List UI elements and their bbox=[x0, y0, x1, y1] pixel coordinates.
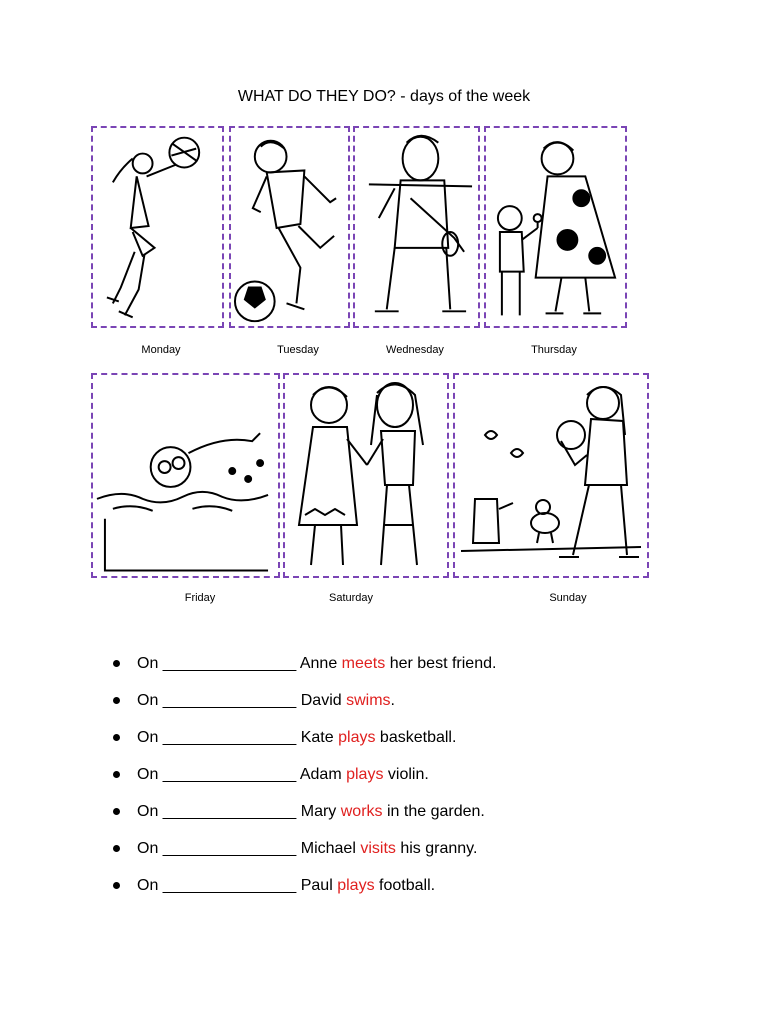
sentence-name: Adam bbox=[299, 766, 342, 783]
sentence-rest: his granny. bbox=[400, 840, 478, 857]
violin-player-icon bbox=[355, 128, 478, 326]
sentence-name: David bbox=[300, 692, 342, 709]
day-label: Sunday bbox=[549, 592, 587, 604]
list-item bbox=[113, 726, 496, 763]
picture-frame-sunday bbox=[453, 373, 649, 578]
sentence-rest: football. bbox=[379, 877, 436, 894]
football-player-icon bbox=[231, 128, 348, 326]
sentence-prefix: On bbox=[137, 766, 159, 783]
answer-blank[interactable]: _______________ bbox=[162, 877, 297, 894]
picture-frame-thursday bbox=[484, 126, 627, 328]
sentence-name: Anne bbox=[299, 655, 338, 672]
bullet-icon bbox=[113, 697, 120, 704]
bullet-icon bbox=[113, 771, 120, 778]
day-label: Thursday bbox=[531, 344, 577, 356]
day-label: Saturday bbox=[328, 592, 374, 604]
picture-frame-monday bbox=[91, 126, 224, 328]
friends-meeting-icon bbox=[285, 375, 447, 576]
list-item bbox=[113, 652, 496, 689]
sentence-rest: violin. bbox=[387, 766, 429, 783]
answer-blank[interactable]: _______________ bbox=[162, 766, 297, 783]
answer-blank[interactable]: _______________ bbox=[162, 692, 297, 709]
sentence-rest: in the garden. bbox=[386, 803, 485, 820]
answer-blank[interactable]: _______________ bbox=[162, 840, 297, 857]
sentence-rest: . bbox=[390, 692, 395, 709]
sentence-prefix: On bbox=[137, 803, 159, 820]
sentence-verb: plays bbox=[338, 729, 376, 746]
gardening-girl-icon bbox=[455, 375, 647, 576]
bullet-icon bbox=[113, 845, 120, 852]
sentence-rest: basketball. bbox=[379, 729, 457, 746]
basketball-player-icon bbox=[93, 128, 222, 326]
picture-frame-wednesday bbox=[353, 126, 480, 328]
sentence-name: Paul bbox=[300, 877, 333, 894]
sentence-rest: her best friend. bbox=[389, 655, 497, 672]
list-item bbox=[113, 874, 496, 911]
page-title: WHAT DO THEY DO? - days of the week bbox=[237, 88, 531, 105]
sentence-verb: plays bbox=[346, 766, 384, 783]
sentence-verb: visits bbox=[360, 840, 396, 857]
sentence-prefix: On bbox=[137, 840, 159, 857]
sentence-verb: swims bbox=[346, 692, 391, 709]
sentence-prefix: On bbox=[137, 655, 159, 672]
picture-frame-tuesday bbox=[229, 126, 350, 328]
day-label: Wednesday bbox=[386, 344, 444, 356]
bullet-icon bbox=[113, 734, 120, 741]
boy-visiting-granny-icon bbox=[486, 128, 625, 326]
list-item bbox=[113, 689, 496, 726]
swimmer-icon bbox=[93, 375, 278, 576]
day-label: Tuesday bbox=[277, 344, 319, 356]
day-label: Monday bbox=[141, 344, 181, 356]
picture-frame-friday bbox=[91, 373, 280, 578]
sentence-name: Kate bbox=[300, 729, 334, 746]
sentence-prefix: On bbox=[137, 877, 159, 894]
picture-frame-saturday bbox=[283, 373, 449, 578]
answer-blank[interactable]: _______________ bbox=[162, 803, 297, 820]
bullet-icon bbox=[113, 808, 120, 815]
answer-blank[interactable]: _______________ bbox=[162, 655, 297, 672]
sentence-prefix: On bbox=[137, 729, 159, 746]
list-item bbox=[113, 837, 496, 874]
list-item bbox=[113, 800, 496, 837]
sentence-name: Michael bbox=[300, 840, 356, 857]
bullet-icon bbox=[113, 882, 120, 889]
sentence-verb: works bbox=[340, 803, 383, 820]
bullet-icon bbox=[113, 660, 120, 667]
list-item bbox=[113, 763, 496, 800]
sentence-prefix: On bbox=[137, 692, 159, 709]
sentence-list bbox=[113, 652, 496, 911]
sentence-verb: plays bbox=[337, 877, 375, 894]
sentence-name: Mary bbox=[300, 803, 337, 820]
day-label: Friday bbox=[184, 592, 216, 604]
sentence-verb: meets bbox=[341, 655, 386, 672]
answer-blank[interactable]: _______________ bbox=[162, 729, 297, 746]
